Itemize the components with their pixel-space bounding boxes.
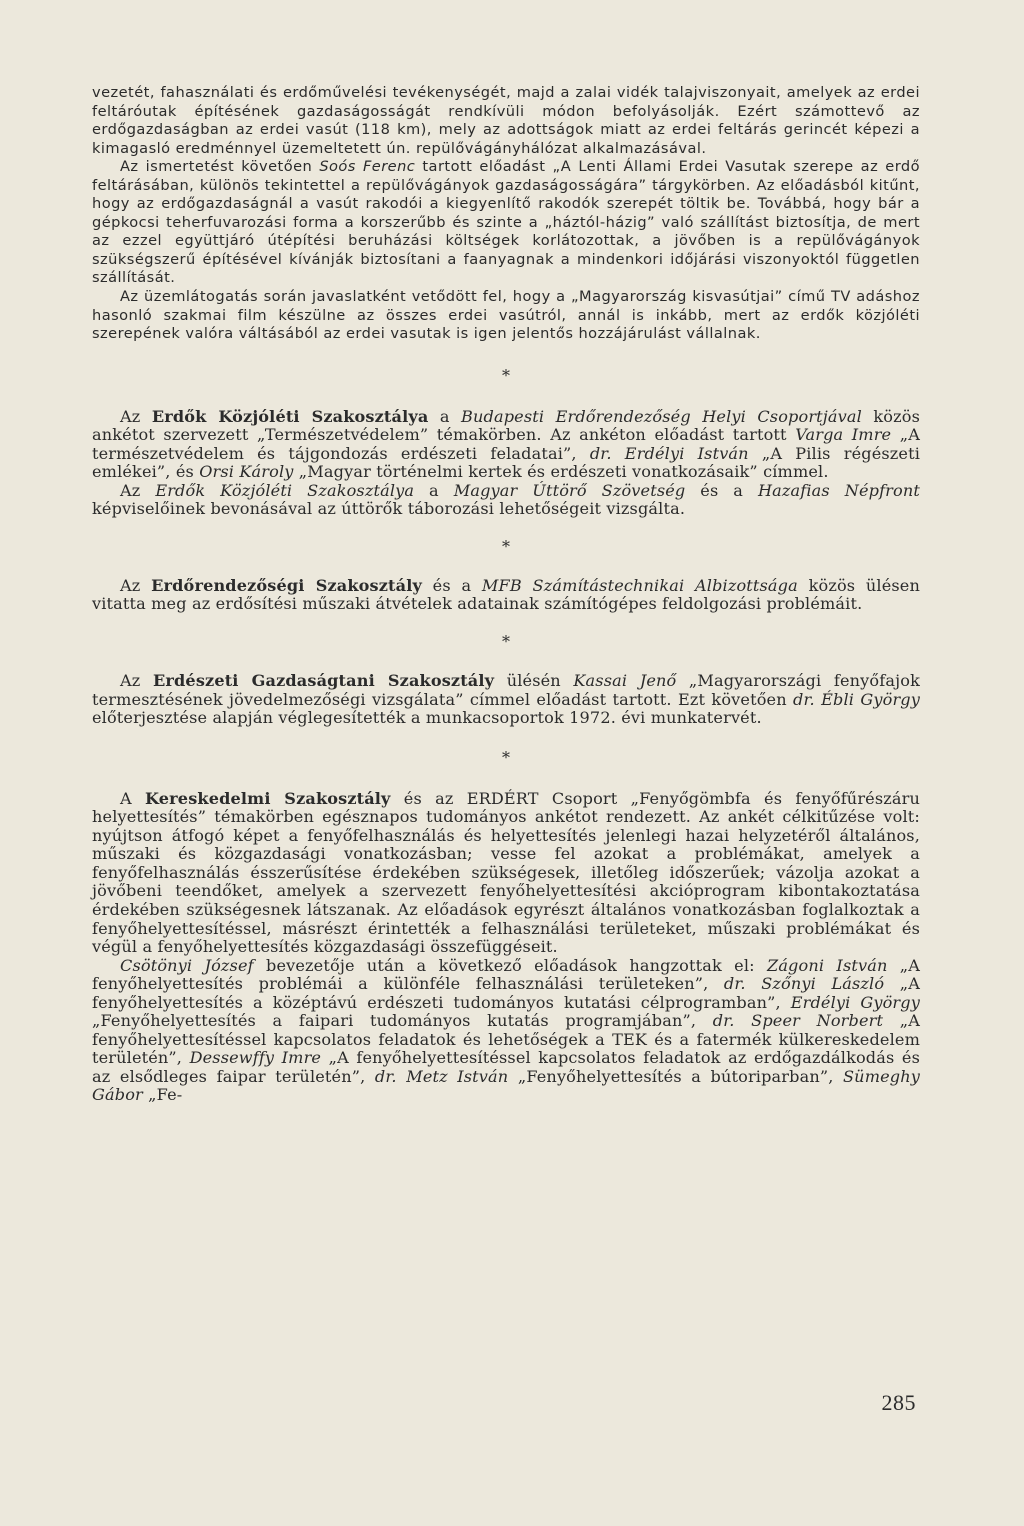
text-run: „A fenyőhelyettesítés a középtávú erdészeti tudományos kutatási célprogramban”, bbox=[92, 974, 920, 1012]
italic-text: Magyar Úttörő Szövetség bbox=[453, 480, 686, 500]
text-run: Az ismertetést követően bbox=[120, 158, 320, 176]
text-run: előterjesztése alapján véglegesítették a munkacsoportok 1972. évi munkatervét. bbox=[92, 708, 762, 728]
section-separator: * bbox=[502, 365, 510, 385]
paragraph bbox=[92, 790, 920, 957]
italic-text: Orsi Károly bbox=[199, 462, 294, 482]
section-block bbox=[92, 577, 920, 614]
paragraph bbox=[92, 672, 920, 728]
italic-text: MFB Számítástechnikai Albizottsága bbox=[481, 575, 798, 595]
text-run: „Fe- bbox=[142, 1085, 183, 1105]
italic-text: Csötönyi József bbox=[120, 955, 254, 975]
text-run: közös ülésen vitatta meg az erdősítési műszaki átvételek adatainak számítógépes feldolgozási problémáit. bbox=[92, 575, 920, 614]
text-run: A bbox=[120, 788, 145, 808]
paragraph bbox=[92, 84, 920, 158]
bold-text: Kereskedelmi Szakosztály bbox=[145, 788, 391, 808]
text-run: a bbox=[428, 406, 462, 426]
italic-text: Soós Ferenc bbox=[319, 158, 416, 176]
bold-text: Erdőrendezőségi Szakosztály bbox=[151, 575, 422, 595]
text-run: „A Pilis régészeti emlékei”, és bbox=[92, 443, 920, 482]
text-run: a bbox=[414, 480, 454, 500]
text-run: képviselőinek bevonásával az úttörők táborozási lehetőségeit vizsgálta. bbox=[92, 499, 686, 519]
section-gap bbox=[92, 728, 920, 790]
section-block bbox=[92, 84, 920, 344]
text-run: és a bbox=[685, 480, 758, 500]
text-run: bevezetője után a következő előadások hangzottak el: bbox=[253, 955, 767, 975]
text-run: Az üzemlátogatás során javaslatként vetődött fel, hogy a „Magyarország kisvasútjai” című TV adáshoz hasonló szakmai film készülne az összes erdei vasútról, annál is inkább, mert az erdők közjóléti szerepének valóra váltásából az erdei vasutak is igen jelentős hozzájárulást vállalnak. bbox=[92, 288, 920, 343]
italic-text: dr. Speer Norbert bbox=[712, 1011, 884, 1031]
section-gap bbox=[92, 519, 920, 577]
section-separator: * bbox=[502, 536, 510, 556]
section-block bbox=[92, 408, 920, 519]
text-run: Az bbox=[120, 480, 156, 500]
bold-text: Erdészeti Gazdaságtani Szakosztály bbox=[152, 671, 495, 691]
page-content bbox=[92, 84, 920, 1105]
italic-text: Budapesti Erdőrendezőség Helyi Csoportjával bbox=[461, 406, 862, 426]
text-run: Az bbox=[120, 671, 153, 691]
italic-text: Kassai Jenő bbox=[573, 671, 677, 691]
text-run: Az bbox=[120, 575, 152, 595]
italic-text: Erdélyi György bbox=[790, 992, 920, 1012]
italic-text: dr. Ébli György bbox=[793, 689, 920, 709]
text-run: „Magyar történelmi kertek és erdészeti vonatkozásaik” címmel. bbox=[293, 462, 829, 482]
text-run: ülésén bbox=[494, 671, 574, 691]
paragraph bbox=[92, 577, 920, 614]
paragraph bbox=[92, 158, 920, 288]
italic-text: dr. Erdélyi István bbox=[589, 443, 749, 463]
text-run: Az bbox=[120, 406, 152, 426]
text-run: „A fenyőhelyettesítéssel kapcsolatos feladatok és lehetőségek a TEK és a fatermék külkereskedelem területén”, bbox=[92, 1011, 920, 1068]
italic-text: Dessewffy Imre bbox=[189, 1048, 322, 1068]
page-number: 285 bbox=[881, 1390, 916, 1415]
section-separator: * bbox=[502, 747, 510, 767]
text-run: „Magyarországi fenyőfajok termesztésének jövedelmezőségi vizsgálata” címmel előadást tartott. Ezt követően bbox=[92, 671, 920, 709]
text-run: „Fenyőhelyettesítés a faipari tudományos kutatás programjában”, bbox=[92, 1011, 713, 1031]
italic-text: Zágoni István bbox=[766, 955, 888, 975]
text-run: és az ERDÉRT Csoport „Fenyőgömbfa és fenyőfűrészáru helyettesítés” témakörben egésznapos tudományos ankétot rendezett. Az ankét célkitűzése volt: nyújtson átfogó képet a fenyőfelhasználás és helyettesítés jelenlegi hazai helyzetéről általános, műszaki és közgazdasági vonatkozásban; vesse fel azokat a problémákat, amelyek a fenyőfelhasználás ésszerűsítése érdekében szükségesek, illetőleg időszerűek; vázolja azokat a jövőbeni teendőket, amelyek a szervezett fenyőhelyettesítési akcióprogram kibontakoztatása érdekében szükségesnek látszanak. Az előadások egyrészt általános vonatkozásban foglalkoztak a fenyőhelyettesítéssel, másrészt érintették a felhasználási területeket, műszaki problémákat és végül a fenyőhelyettesítés közgazdasági összefüggéseit. bbox=[92, 788, 920, 957]
bold-text: Erdők Közjóléti Szakosztálya bbox=[151, 406, 429, 426]
text-run: „Fenyőhelyettesítés a bútoriparban”, bbox=[508, 1066, 843, 1086]
section-separator: * bbox=[502, 632, 510, 652]
paragraph bbox=[92, 408, 920, 482]
italic-text: Varga Imre bbox=[795, 425, 892, 445]
text-run: közös ankétot szervezett „Természetvédelem” témakörben. Az ankéton előadást tartott bbox=[92, 406, 921, 445]
italic-text: Hazafias Népfront bbox=[757, 480, 920, 500]
paragraph bbox=[92, 288, 920, 344]
italic-text: dr. Szőnyi László bbox=[723, 974, 885, 994]
section-gap bbox=[92, 614, 920, 672]
text-run: és a bbox=[421, 575, 482, 595]
italic-text: Sümeghy Gábor bbox=[92, 1066, 920, 1105]
text-run: „A természetvédelem és tájgondozás erdészeti feladatai”, bbox=[92, 425, 921, 463]
section-block bbox=[92, 790, 920, 1105]
italic-text: Erdők Közjóléti Szakosztálya bbox=[155, 480, 415, 500]
paragraph bbox=[92, 957, 920, 1105]
text-run: „A fenyőhelyettesítés problémái a különféle felhasználási területeken”, bbox=[92, 955, 920, 994]
paragraph bbox=[92, 482, 920, 519]
section-gap bbox=[92, 344, 920, 408]
italic-text: dr. Metz István bbox=[374, 1066, 509, 1086]
text-run: tartott előadást „A Lenti Állami Erdei Vasutak szerepe az erdő feltárásában, különös tekintettel a repülővágányok gazdaságosságára” tárgykörben. Az előadásból kitűnt, hogy az erdőgazdaságnál a vasút rakodói a kiegyenlítő rakodók szerepét töltik be. Továbbá, hogy bár a gépkocsi teherfuvarozási forma a korszerűbb és szinte a „háztól-házig” való szállítást biztosítja, de mert az ezzel együttjáró útépítési beruházási költségek korlátozottak, a jövőben is a repülővágányok szükségszerű építésével kívánják biztosítani a faanyagnak a mindenkori időjárási viszonyoktól független szállítását. bbox=[92, 158, 920, 287]
text-run: vezetét, fahasználati és erdőművelési tevékenységét, majd a zalai vidék talajviszonyait, amelyek az erdei feltáróutak építésének gazdaságosságát rendkívüli módon befolyásolják. Ezért számottevő az erdőgazdaságban az erdei vasút (118 km), mely az adottságok miatt az erdei feltárás gerincét képezi a kimagasló eredménnyel üzemeltetett ún. repülővágányhálózat alkalmazásával. bbox=[92, 84, 920, 157]
section-block bbox=[92, 672, 920, 728]
text-run: „A fenyőhelyettesítéssel kapcsolatos feladatok az erdőgazdálkodás és az elsődleges faipar területén”, bbox=[92, 1048, 920, 1086]
